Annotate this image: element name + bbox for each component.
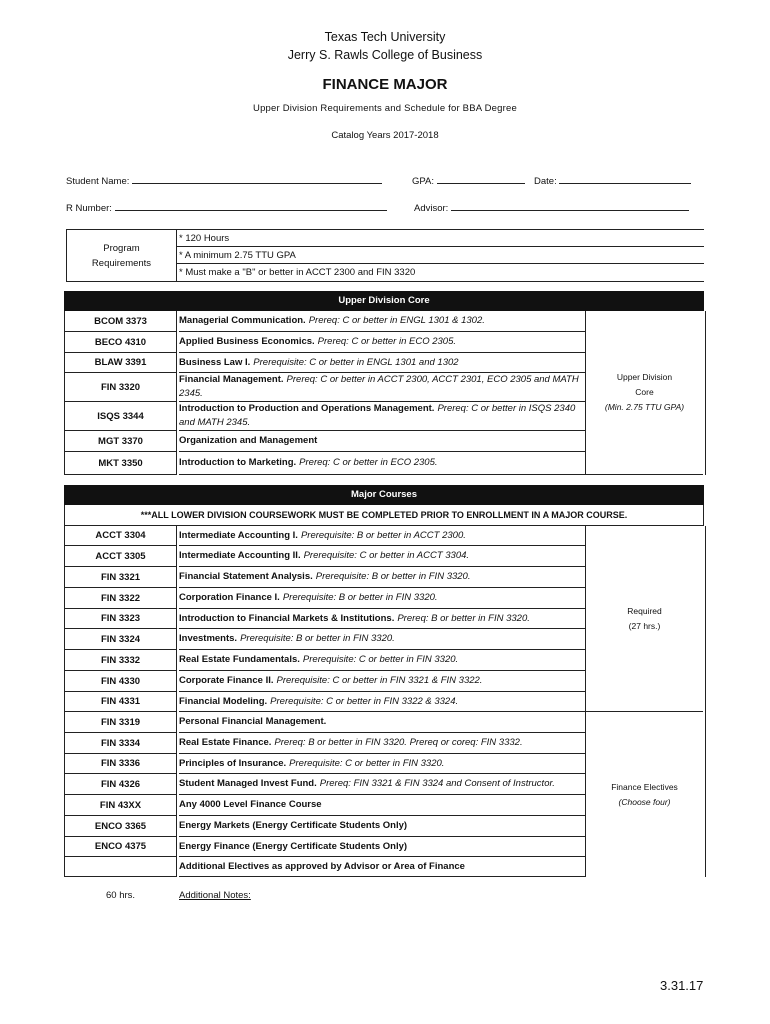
course-name: Intermediate Accounting I.: [179, 529, 298, 541]
program-label-line: Program: [103, 242, 140, 254]
course-row: [65, 837, 585, 857]
course-description: [179, 692, 585, 712]
course-code: ENCO 4375: [65, 837, 177, 857]
date-field[interactable]: [534, 173, 691, 187]
course-description: [179, 452, 585, 475]
course-name: Corporation Finance I.: [179, 592, 280, 603]
course-name: Student Managed Invest Fund.: [179, 778, 317, 789]
course-code: [65, 857, 177, 877]
major-courses-heading: Major Courses: [64, 485, 704, 505]
course-name: Principles of Insurance.: [179, 757, 287, 769]
course-description: [179, 816, 585, 837]
course-code: BCOM 3373: [65, 311, 177, 332]
course-row: [65, 671, 585, 692]
course-name: Introduction to Production and Operations Management.: [179, 403, 435, 414]
course-code: FIN 4331: [65, 692, 177, 712]
course-code: FIN 3334: [65, 733, 177, 754]
lower-division-warning: ***ALL LOWER DIVISION COURSEWORK MUST BE COMPLETED PRIOR TO ENROLLMENT IN A MAJOR COURSE.: [64, 505, 704, 526]
gpa-blank[interactable]: [437, 173, 525, 184]
requirements-label-line: Requirements: [91, 257, 152, 269]
course-description: [179, 311, 585, 332]
course-prerequisite: Prereq: C or better in ECO 2305.: [299, 457, 438, 468]
course-code: FIN 3323: [65, 609, 177, 629]
course-description: [179, 373, 585, 402]
course-prerequisite: Prereq: B or better in FIN 3320. Prereq or coreq: FIN 3332.: [274, 737, 523, 748]
additional-notes-label: Additional Notes:: [179, 890, 251, 901]
course-description: [179, 332, 585, 353]
course-row: [65, 332, 585, 353]
course-prerequisite: Prereq: C or better in ECO 2305.: [317, 336, 457, 347]
requirement-b-grade: * Must make a "B" or better in ACCT 2300 and FIN 3320: [177, 263, 704, 280]
course-description: [179, 546, 585, 567]
course-prerequisite: Prerequisite: B or better in FIN 3320.: [282, 592, 438, 603]
course-description: [179, 353, 585, 373]
gpa-field[interactable]: [412, 173, 525, 187]
course-row: [65, 546, 585, 567]
page-subtitle: Upper Division Requirements and Schedule for BBA Degree: [253, 103, 517, 114]
course-row: [65, 650, 585, 671]
course-row: [65, 712, 585, 733]
course-description: [179, 795, 585, 816]
course-code: FIN 4326: [65, 774, 177, 795]
course-name: Corporate Finance II.: [179, 675, 274, 686]
electives-choose-line: (Choose four): [618, 796, 671, 807]
course-code: BLAW 3391: [65, 353, 177, 373]
course-code: BECO 4310: [65, 332, 177, 353]
course-name: Energy Markets (Energy Certificate Students Only): [179, 820, 408, 831]
core-note-line: Core: [635, 387, 654, 397]
course-name: Business Law I.: [179, 356, 251, 368]
course-description: [179, 402, 585, 431]
course-row: [65, 311, 585, 332]
course-code: ACCT 3304: [65, 526, 177, 546]
course-row: [65, 402, 585, 431]
course-prerequisite: Prerequisite: C or better in ACCT 3304.: [303, 550, 470, 561]
course-description: [179, 774, 585, 795]
course-name: Real Estate Fundamentals.: [179, 654, 300, 665]
course-row: [65, 795, 585, 816]
course-name: Organization and Management: [179, 435, 318, 446]
date-blank[interactable]: [559, 173, 691, 184]
course-code: FIN 3324: [65, 629, 177, 650]
course-row: [65, 373, 585, 402]
advisor-field[interactable]: [414, 200, 689, 214]
course-description: [179, 650, 585, 671]
upper-division-core-note: [585, 311, 703, 475]
gpa-label: GPA:: [412, 176, 434, 187]
major-courses-table: [64, 526, 706, 877]
requirement-hours: * 120 Hours: [177, 229, 704, 246]
course-code: FIN 3332: [65, 650, 177, 671]
course-code: FIN 3319: [65, 712, 177, 733]
course-description: [179, 526, 585, 546]
course-name: Introduction to Marketing.: [179, 457, 297, 468]
course-prerequisite: Prerequisite: C or better in ENGL 1301 and 1302: [253, 356, 459, 368]
finance-electives-note: [585, 712, 703, 877]
course-description: [179, 712, 585, 733]
university-name: Texas Tech University: [324, 30, 446, 44]
course-name: Applied Business Economics.: [179, 336, 315, 347]
course-name: Introduction to Financial Markets & Institutions.: [179, 612, 395, 624]
core-note-gpa: (Min. 2.75 TTU GPA): [604, 402, 685, 412]
course-row: [65, 692, 585, 712]
course-description: [179, 837, 585, 857]
course-row: [65, 857, 585, 877]
course-name: Intermediate Accounting II.: [179, 550, 301, 561]
required-note-line: Required: [627, 605, 662, 616]
course-prerequisite: Prerequisite: C or better in FIN 3320.: [302, 654, 459, 665]
course-name: Investments.: [179, 633, 238, 644]
course-name: Financial Statement Analysis.: [179, 571, 313, 582]
course-row: [65, 353, 585, 373]
course-prerequisite: Prerequisite: C or better in FIN 3321 & FIN 3322.: [276, 675, 483, 686]
course-prerequisite: Prereq: FIN 3321 & FIN 3324 and Consent of Instructor.: [319, 778, 555, 789]
course-name: Financial Management.: [179, 374, 284, 385]
course-name: Real Estate Finance.: [179, 737, 272, 748]
r-number-blank[interactable]: [115, 200, 387, 211]
required-hours-line: (27 hrs.): [628, 620, 661, 631]
course-code: ENCO 3365: [65, 816, 177, 837]
catalog-years: Catalog Years 2017-2018: [331, 130, 439, 141]
divider: [177, 281, 704, 282]
course-prerequisite: Prerequisite: B or better in FIN 3320.: [240, 633, 395, 644]
course-name: Any 4000 Level Finance Course: [179, 799, 322, 810]
course-description: [179, 754, 585, 774]
course-description: [179, 857, 585, 877]
course-description: [179, 733, 585, 754]
course-row: [65, 816, 585, 837]
course-description: [179, 629, 585, 650]
course-code: ISQS 3344: [65, 402, 177, 431]
course-name: Managerial Communication.: [179, 315, 306, 326]
course-name: Financial Modeling.: [179, 695, 268, 707]
program-requirements-label: [66, 229, 177, 282]
course-row: [65, 567, 585, 588]
student-name-blank[interactable]: [132, 173, 382, 184]
course-prerequisite: Prereq: B or better in FIN 3320.: [397, 612, 530, 624]
course-description: [179, 431, 585, 452]
electives-note-line: Finance Electives: [611, 781, 678, 792]
course-code: ACCT 3305: [65, 546, 177, 567]
course-prerequisite: Prereq: C or better in ACCT 2300, ACCT 2301, ECO 2305 and MATH 2345.: [179, 374, 579, 399]
course-description: [179, 588, 585, 609]
course-code: FIN 3321: [65, 567, 177, 588]
student-name-label: Student Name:: [66, 176, 130, 187]
course-row: [65, 774, 585, 795]
course-row: [65, 452, 585, 475]
required-hours-note: [585, 526, 703, 712]
upper-division-core-heading: Upper Division Core: [64, 291, 704, 311]
course-prerequisite: Prerequisite: B or better in FIN 3320.: [315, 571, 471, 582]
program-requirements: [66, 229, 704, 282]
course-code: FIN 3336: [65, 754, 177, 774]
requirement-gpa: * A minimum 2.75 TTU GPA: [177, 246, 704, 263]
advisor-label: Advisor:: [414, 203, 449, 214]
total-hours: 60 hrs.: [106, 890, 136, 901]
page-title: FINANCE MAJOR: [322, 76, 448, 93]
course-code: FIN 3320: [65, 373, 177, 402]
r-number-label: R Number:: [66, 203, 112, 214]
course-description: [179, 609, 585, 629]
course-row: [65, 629, 585, 650]
course-row: [65, 526, 585, 546]
advisor-blank[interactable]: [451, 200, 689, 211]
revision-date: 3.31.17: [660, 978, 704, 993]
course-row: [65, 733, 585, 754]
course-code: MGT 3370: [65, 431, 177, 452]
course-name: Personal Financial Management.: [179, 716, 327, 727]
course-description: [179, 671, 585, 692]
university-header: [0, 28, 770, 64]
date-label: Date:: [534, 176, 557, 187]
course-row: [65, 588, 585, 609]
course-code: FIN 4330: [65, 671, 177, 692]
r-number-field[interactable]: [66, 200, 387, 214]
student-name-field[interactable]: [66, 173, 382, 187]
course-row: [65, 754, 585, 774]
course-row: [65, 609, 585, 629]
course-prerequisite: Prereq: C or better in ENGL 1301 & 1302.: [308, 315, 485, 326]
course-code: FIN 43XX: [65, 795, 177, 816]
course-prerequisite: Prerequisite: C or better in FIN 3320.: [289, 757, 445, 769]
course-prerequisite: Prereq: C or better in ISQS 2340 and MATH 2345.: [179, 403, 576, 428]
course-code: FIN 3322: [65, 588, 177, 609]
course-description: [179, 567, 585, 588]
course-prerequisite: Prerequisite: C or better in FIN 3322 & 3324.: [270, 695, 459, 707]
upper-division-core-table: [64, 311, 706, 475]
course-row: [65, 431, 585, 452]
course-name: Energy Finance (Energy Certificate Students Only): [179, 840, 408, 852]
course-prerequisite: Prerequisite: B or better in ACCT 2300.: [300, 529, 466, 541]
course-name: Additional Electives as approved by Advisor or Area of Finance: [179, 860, 465, 872]
course-code: MKT 3350: [65, 452, 177, 475]
college-name: Jerry S. Rawls College of Business: [287, 48, 483, 62]
core-note-line: Upper Division: [616, 372, 673, 382]
